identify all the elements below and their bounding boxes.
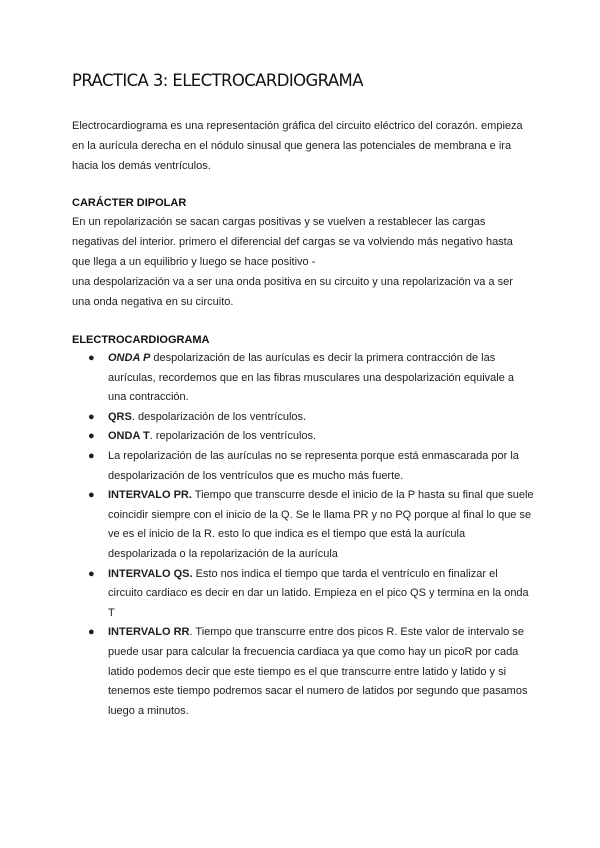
list-item [88, 447, 534, 486]
list-item [88, 565, 534, 624]
bullet-icon: ● [88, 489, 95, 502]
list-item-text: La repolarización de las aurículas no se representa porque está enmascarada por la despolarización de los ventrículos que es mucho más fuerte. [108, 449, 519, 482]
list-item-term: ONDA P [108, 352, 151, 364]
ecg-list [88, 349, 534, 721]
list-item-text: Tiempo que transcurre desde el inicio de la P hasta su final que suele coincidir siempre con el inicio de la Q. Se le llama PR y no PQ porque al final lo que se ve es el inicio de la R. esto lo que indica es el tiempo que está la aurícula despolarizada o la repolarización de la aurícula [108, 489, 534, 560]
list-item-term: INTERVALO RR [108, 626, 190, 639]
bullet-icon: ● [88, 352, 95, 364]
list-item [88, 349, 534, 408]
dipolar-paragraph-2: una despolarización va a ser una onda positiva en su circuito y una repolarización va a ser una onda negativa en su circuito. [72, 276, 513, 308]
dipolar-paragraph-1: En un repolarización se sacan cargas positivas y se vuelven a restablecer las cargas negativas del interior. primero el diferencial def cargas se va volviendo más negativo hasta que llega a un equilibrio y luego se hace positivo - [72, 216, 513, 268]
list-item [88, 427, 534, 447]
list-item-term: QRS [108, 410, 132, 423]
list-item-text: . repolarización de los ventrículos. [149, 430, 317, 443]
list-item-text: despolarización de las aurículas es decir la primera contracción de las aurículas, recordemos que en las fibras musculares una despolarización equivale a una contracción. [108, 352, 515, 404]
list-item [88, 408, 534, 428]
bullet-icon: ● [88, 567, 95, 580]
section-heading-ecg: ELECTROCARDIOGRAMA [72, 334, 210, 346]
list-item-term: INTERVALO QS. [108, 567, 193, 580]
bullet-icon: ● [88, 449, 95, 462]
list-item-text: . despolarización de los ventrículos. [131, 410, 307, 423]
bullet-icon: ● [88, 430, 95, 443]
bullet-icon: ● [88, 626, 95, 639]
bullet-icon: ● [88, 410, 95, 423]
list-item [88, 623, 534, 721]
dipolar-section [72, 212, 534, 312]
intro-paragraph: Electrocardiograma es una representación gráfica del circuito eléctrico del corazón. empieza en la aurícula derecha en el nódulo sinusal que genera las potenciales de membrana e ira hacia los demás ventrículos. [72, 120, 523, 172]
list-item-term: ONDA T [108, 430, 150, 443]
section-heading-dipolar: CARÁCTER DIPOLAR [72, 197, 187, 209]
list-item-term: INTERVALO PR. [108, 489, 192, 502]
list-item-text: . Tiempo que transcurre entre dos picos R. Este valor de intervalo se puede usar para calcular la frecuencia cardiaca ya que como hay un picoR por cada latido podemos decir que este tiempo es el que transcurre entre latido y latido y si tenemos este tiempo podremos sacar el numero de latidos por segundo que pasamos luego a minutos. [108, 626, 528, 717]
page-title: PRACTICA 3: ELECTROCARDIOGRAMA [72, 71, 363, 90]
list-item-text: Esto nos indica el tiempo que tarda el ventrículo en finalizar el circuito cardiaco es decir en dar un latido. Empieza en el pico QS y termina en la onda T [108, 567, 529, 619]
list-item [88, 486, 534, 564]
